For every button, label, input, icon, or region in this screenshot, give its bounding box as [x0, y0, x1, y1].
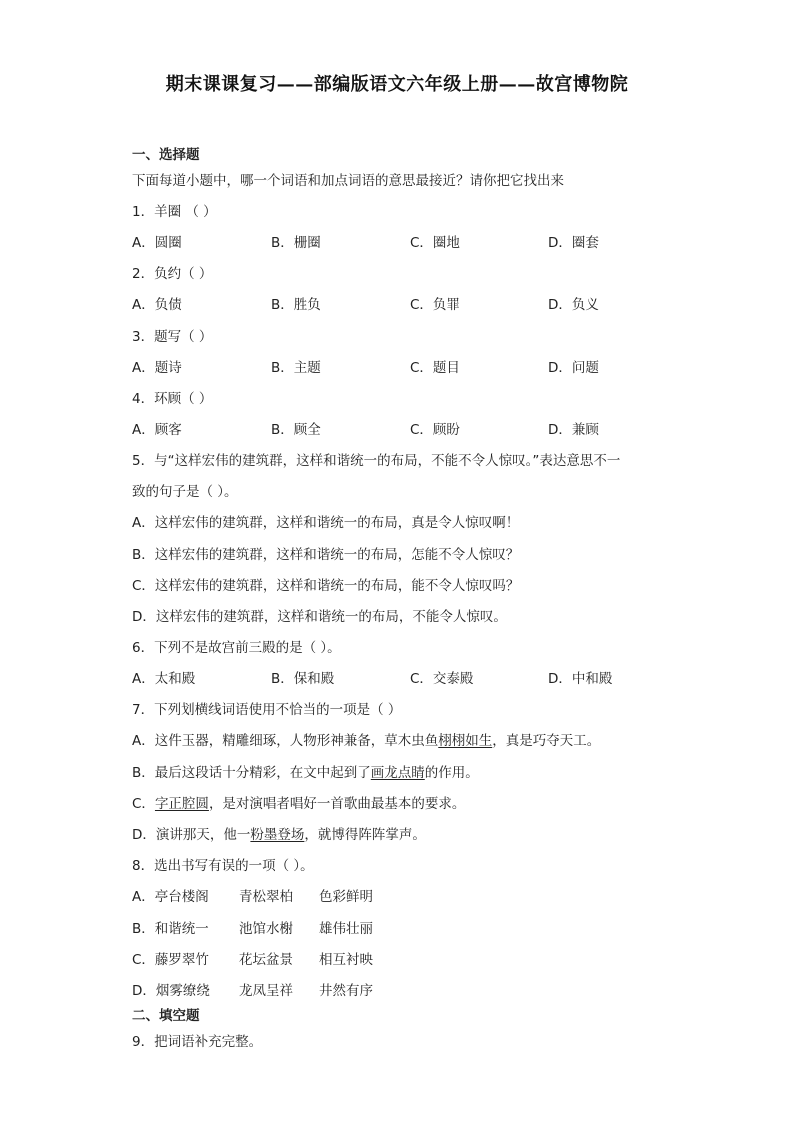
question-9-stem: 9．把词语补充完整。	[132, 1034, 263, 1050]
option-text: C．	[132, 796, 155, 812]
question-7-option-d	[132, 825, 426, 845]
question-8-option-a-word2: 青松翠柏	[239, 889, 293, 905]
section-instruction: 下面每道小题中，哪一个词语和加点词语的意思最接近？请你把它找出来	[132, 173, 564, 189]
question-5-stem-line1: 5．与“这样宏伟的建筑群，这样和谐统一的布局，不能不令人惊叹。”表达意思不一	[132, 453, 621, 469]
question-2-option-a: A．负债	[132, 297, 182, 313]
question-3-option-b: B．主题	[271, 360, 321, 376]
question-7-option-a	[132, 731, 600, 751]
question-5-option-a: A．这样宏伟的建筑群，这样和谐统一的布局，真是令人惊叹啊！	[132, 515, 520, 531]
question-8-option-d-word3: 井然有序	[319, 983, 373, 999]
question-3-stem: 3．题写（ ）	[132, 329, 213, 345]
question-5-stem-line2: 致的句子是（ ）。	[132, 484, 238, 500]
question-7-option-c	[132, 794, 465, 814]
question-1-option-c: C．圈地	[410, 235, 460, 251]
question-8-option-d: D．烟雾缭绕	[132, 983, 210, 999]
question-2-stem: 2．负约（ ）	[132, 266, 213, 282]
question-1-option-a: A．圆圈	[132, 235, 182, 251]
question-4-stem: 4．环顾（ ）	[132, 391, 213, 407]
option-text: ，就博得阵阵掌声。	[304, 827, 426, 843]
option-text: ，是对演唱者唱好一首歌曲最基本的要求。	[208, 796, 466, 812]
question-6-option-d: D．中和殿	[548, 671, 613, 687]
question-7-stem: 7．下列划横线词语使用不恰当的一项是（ ）	[132, 702, 402, 718]
question-4-option-d: D．兼顾	[548, 422, 599, 438]
option-text: A．这件玉器，精雕细琢，人物形神兼备，草木虫鱼	[132, 733, 439, 749]
section-heading-fill: 二、填空题	[132, 1008, 200, 1024]
question-8-option-b-word3: 雄伟壮丽	[319, 921, 373, 937]
question-4-option-b: B．顾全	[271, 422, 321, 438]
option-text: 的作用。	[424, 765, 479, 781]
question-6-stem: 6．下列不是故宫前三殿的是（ ）。	[132, 640, 341, 656]
section-heading-choice: 一、选择题	[132, 147, 200, 163]
underlined-phrase: 画龙点睛	[370, 765, 425, 781]
option-text: D．演讲那天，他一	[132, 827, 251, 843]
question-8-option-c-word2: 花坛盆景	[239, 952, 293, 968]
question-8-option-c: C．藤罗翠竹	[132, 952, 209, 968]
question-6-option-c: C．交泰殿	[410, 671, 474, 687]
question-5-option-c: C．这样宏伟的建筑群，这样和谐统一的布局，能不令人惊叹吗？	[132, 578, 520, 594]
question-4-option-c: C．顾盼	[410, 422, 460, 438]
underlined-phrase: 字正腔圆	[154, 796, 209, 812]
question-8-stem: 8．选出书写有误的一项（ ）。	[132, 858, 314, 874]
question-1-option-d: D．圈套	[548, 235, 599, 251]
question-6-option-b: B．保和殿	[271, 671, 335, 687]
question-5-option-d: D．这样宏伟的建筑群，这样和谐统一的布局，不能令人惊叹。	[132, 609, 507, 625]
question-8-option-b: B．和谐统一	[132, 921, 209, 937]
question-3-option-c: C．题目	[410, 360, 460, 376]
question-8-option-a-word3: 色彩鲜明	[319, 889, 373, 905]
option-text: ，真是巧夺天工。	[492, 733, 601, 749]
question-7-option-b	[132, 763, 479, 783]
question-4-option-a: A．顾客	[132, 422, 182, 438]
underlined-phrase: 栩栩如生	[438, 733, 493, 749]
question-1-option-b: B．栅圈	[271, 235, 321, 251]
question-6-option-a: A．太和殿	[132, 671, 196, 687]
question-1-stem: 1．羊圈 （ ）	[132, 204, 217, 220]
page-title: 期末课课复习——部编版语文六年级上册——故宫博物院	[165, 74, 629, 95]
question-8-option-d-word2: 龙凤呈祥	[239, 983, 293, 999]
question-3-option-d: D．问题	[548, 360, 599, 376]
question-5-option-b: B．这样宏伟的建筑群，这样和谐统一的布局，怎能不令人惊叹？	[132, 547, 520, 563]
question-2-option-b: B．胜负	[271, 297, 321, 313]
question-2-option-d: D．负义	[548, 297, 599, 313]
question-3-option-a: A．题诗	[132, 360, 182, 376]
option-text: B．最后这段话十分精彩，在文中起到了	[132, 765, 371, 781]
question-8-option-b-word2: 池馆水榭	[239, 921, 293, 937]
question-8-option-c-word3: 相互衬映	[319, 952, 373, 968]
underlined-phrase: 粉墨登场	[250, 827, 305, 843]
question-8-option-a: A．亭台楼阁	[132, 889, 209, 905]
question-2-option-c: C．负罪	[410, 297, 460, 313]
